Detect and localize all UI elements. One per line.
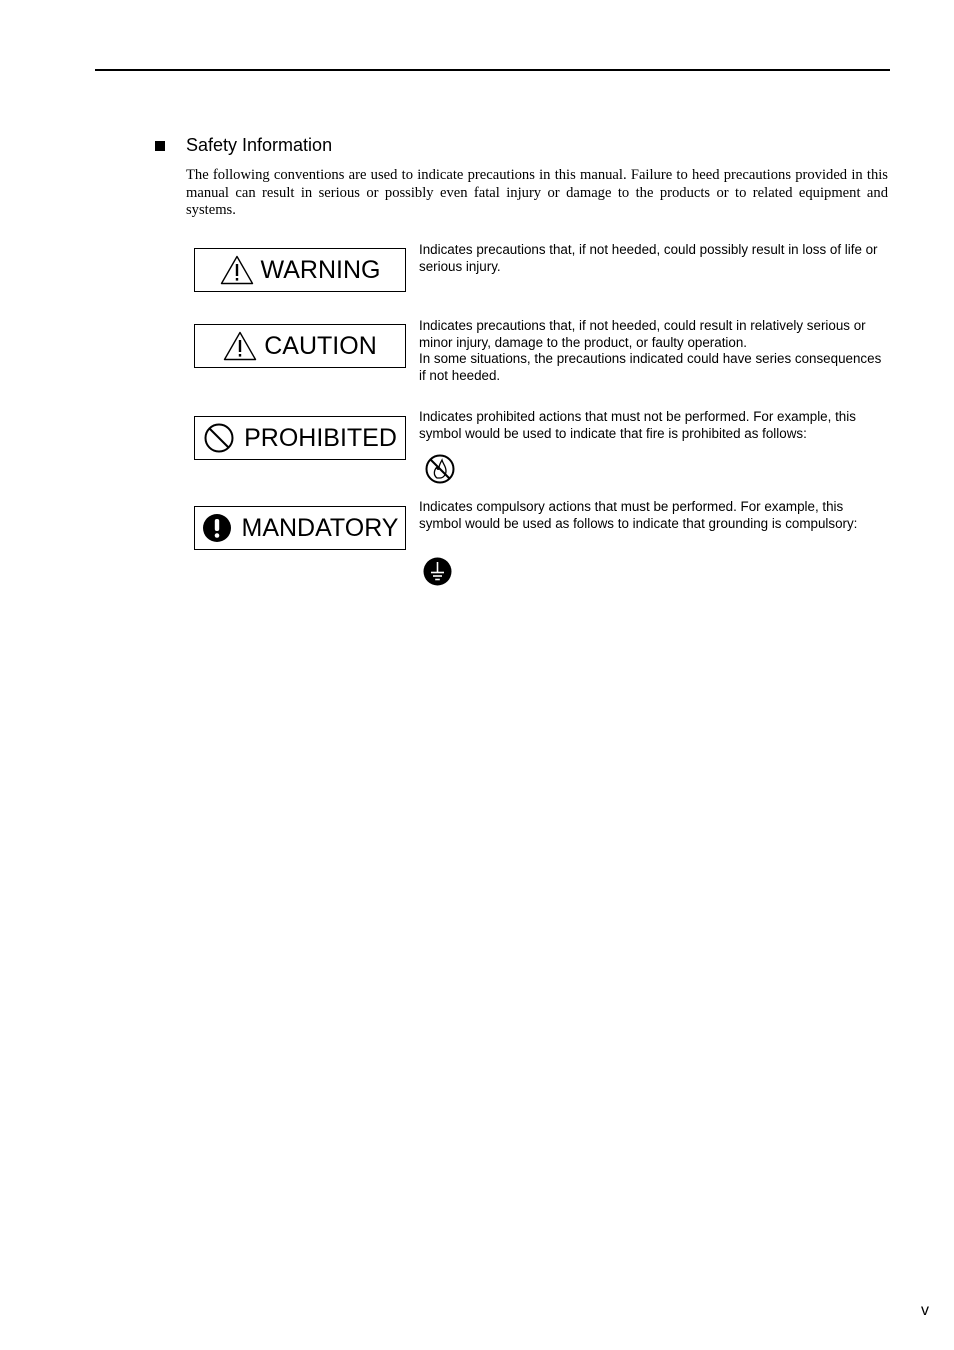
prohibited-description-text: Indicates prohibited actions that must not be performed. For example, this symbol would be used to indicate that fire is prohibited as follows:	[419, 409, 856, 441]
bullet-square-icon	[155, 141, 165, 151]
section-heading	[155, 135, 332, 156]
caution-description-text-1: Indicates precautions that, if not heeded, could result in relatively serious or minor injury, damage to the product, or faulty operation.	[419, 318, 866, 350]
prohibited-circle-icon	[203, 422, 235, 454]
mandatory-description	[419, 499, 889, 532]
warning-description-text: Indicates precautions that, if not heeded, could possibly result in loss of life or serious injury.	[419, 242, 878, 274]
mandatory-description-text: Indicates compulsory actions that must be performed. For example, this symbol would be used as follows to indicate that grounding is compulsory:	[419, 499, 858, 531]
caution-description	[419, 318, 889, 384]
warning-triangle-icon	[223, 331, 257, 361]
warning-signal-box	[194, 248, 406, 292]
page-number: v	[921, 1302, 929, 1319]
mandatory-signal-box	[194, 506, 406, 550]
section-heading-text: Safety Information	[186, 135, 333, 155]
intro-paragraph: The following conventions are used to indicate precautions in this manual. Failure to heed precautions provided in this manual can result in serious or possibly even fatal injury or damage to the products or to related equipment and systems.	[186, 167, 888, 219]
warning-description	[419, 242, 889, 275]
mandatory-label: MANDATORY	[241, 513, 399, 542]
exclamation-circle-icon	[202, 513, 232, 543]
warning-label: WARNING	[260, 255, 381, 284]
prohibited-signal-box	[194, 416, 406, 460]
prohibited-label: PROHIBITED	[244, 423, 397, 452]
caution-label: CAUTION	[264, 331, 377, 360]
caution-signal-box	[194, 324, 406, 368]
warning-triangle-icon	[220, 255, 254, 285]
caution-description-text-2: In some situations, the precautions indicated could have series consequences if not heeded.	[419, 351, 882, 383]
header-rule	[95, 69, 890, 71]
prohibited-description	[419, 409, 889, 442]
no-fire-icon	[424, 453, 456, 485]
ground-icon	[423, 557, 452, 586]
